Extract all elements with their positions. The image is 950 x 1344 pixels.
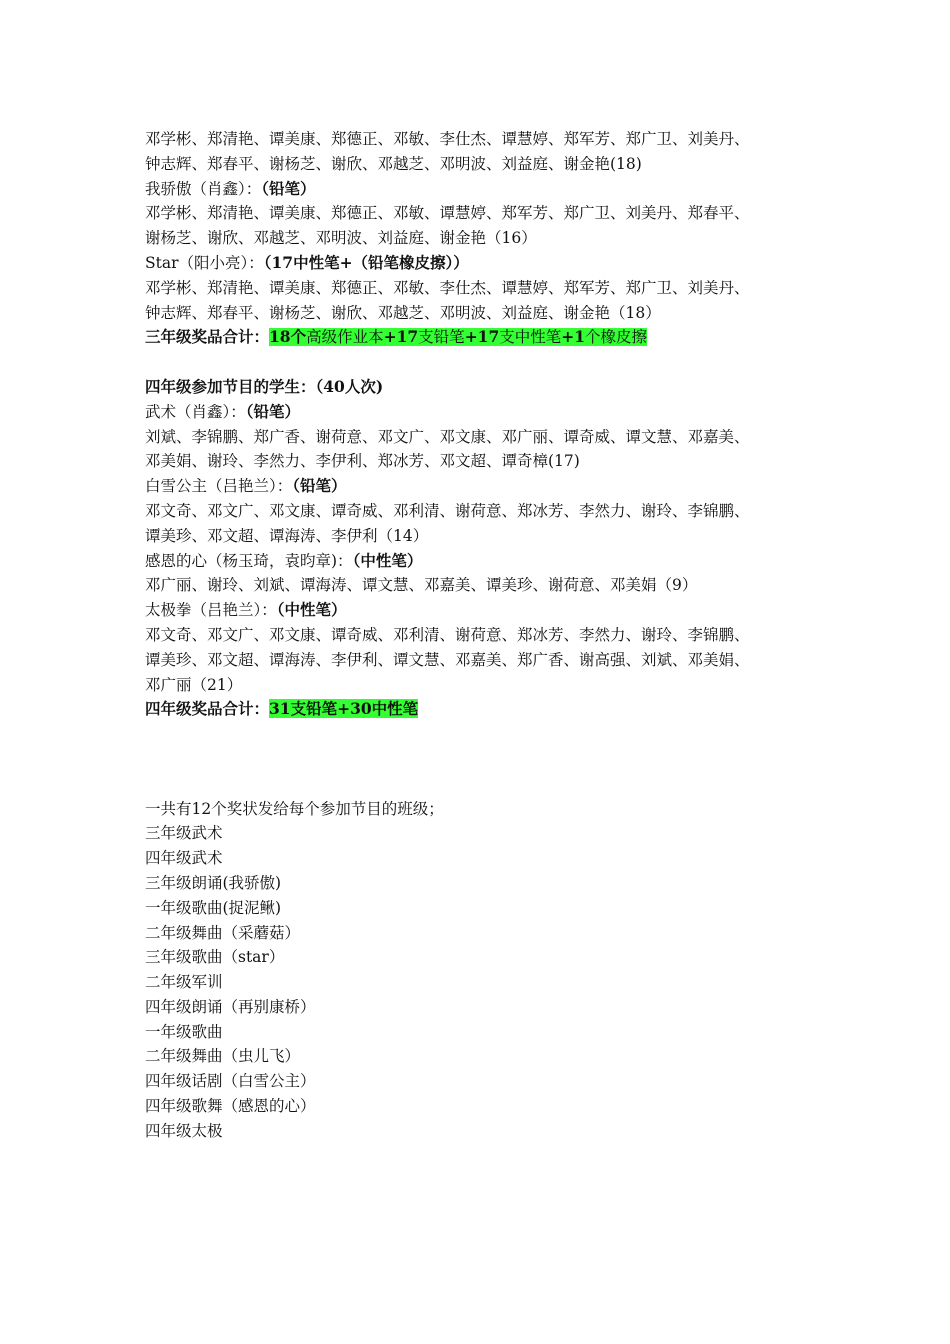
program-baixue-title: 白雪公主（吕艳兰）： xyxy=(145,477,293,496)
program-wushu-prize: （铅笔） xyxy=(245,401,301,421)
award-item: 三年级武术 xyxy=(145,824,223,843)
program-ganen-title: 感恩的心（杨玉琦，袁昀章)： xyxy=(145,551,353,570)
program-taiji-title: 太极拳（吕艳兰）： xyxy=(145,601,277,620)
program-ganen-names-line-1: 邓广丽、谢玲、刘斌、谭海涛、谭文慧、邓嘉美、谭美珍、谢荷意、邓美娟（9） xyxy=(145,576,698,595)
grade3-intro-names-line-1: 邓学彬、郑清艳、谭美康、郑德正、邓敏、李仕杰、谭慧婷、郑军芳、郑广卫、刘美丹、 xyxy=(145,130,750,148)
total-part: 18个 xyxy=(269,327,307,347)
grade4-prize-total xyxy=(145,697,810,722)
spacer xyxy=(145,722,810,796)
award-item: 二年级舞曲（虫儿飞） xyxy=(145,1047,301,1066)
program-wushu-names-line-2: 邓美娟、谢玲、李然力、李伊利、郑冰芳、邓文超、谭奇樟(17) xyxy=(145,452,580,471)
program-star-names-line-1: 邓学彬、郑清艳、谭美康、郑德正、邓敏、李仕杰、谭慧婷、郑军芳、郑广卫、刘美丹、 xyxy=(145,278,750,297)
program-ganen-prize: （中性笔） xyxy=(352,550,423,570)
program-star-names-line-2: 钟志辉、郑春平、谢杨芝、谢欣、邓越芝、邓明波、刘益庭、谢金艳（18） xyxy=(145,303,661,322)
program-wojiaoao-prize: （铅笔） xyxy=(261,178,316,198)
total-part: 个橡皮擦 xyxy=(585,328,648,347)
award-item: 二年级舞曲（采蘑菇） xyxy=(145,923,301,942)
program-taiji-names-line-3: 邓广丽（21） xyxy=(145,675,243,694)
program-ganen-header xyxy=(145,549,810,574)
document-body xyxy=(145,127,810,1144)
grade4-prize-total-value: 31支铅笔+30中性笔 xyxy=(269,699,419,719)
program-wushu-names-line-1: 刘斌、李锦鹏、郑广香、谢荷意、邓文广、邓文康、邓广丽、谭奇威、谭文慧、邓嘉美、 xyxy=(145,427,750,446)
grade3-prize-total-label: 三年级奖品合计： xyxy=(145,327,270,347)
grade3-intro-names-line-2: 钟志辉、郑春平、谢杨芝、谢欣、邓越芝、邓明波、刘益庭、谢金艳(18) xyxy=(145,154,642,173)
program-taiji-names-line-1: 邓文奇、邓文广、邓文康、谭奇威、邓利清、谢荷意、郑冰芳、李然力、谢玲、李锦鹏、 xyxy=(145,625,750,644)
award-item: 四年级太极 xyxy=(145,1121,223,1140)
total-part: +17 xyxy=(464,327,500,347)
program-star-header xyxy=(145,251,810,276)
award-item: 一年级歌曲(捉泥鳅) xyxy=(145,898,282,917)
grade4-prize-total-label: 四年级奖品合计： xyxy=(145,699,270,719)
program-wojiaoao-names-line-1: 邓学彬、郑清艳、谭美康、郑德正、邓敏、谭慧婷、郑军芳、郑广卫、刘美丹、郑春平、 xyxy=(145,204,750,223)
award-item: 四年级朗诵（再别康桥） xyxy=(145,997,316,1016)
program-star-title: Star（阳小亮）： xyxy=(145,253,264,272)
program-wushu-header xyxy=(145,400,810,425)
grade3-prize-total xyxy=(145,325,810,350)
program-baixue-header xyxy=(145,474,810,499)
program-wojiaoao-names-line-2: 谢杨芝、谢欣、邓越芝、邓明波、刘益庭、谢金艳（16） xyxy=(145,229,537,248)
program-baixue-names-line-2: 谭美珍、邓文超、谭海涛、李伊利（14） xyxy=(145,526,429,545)
award-item: 三年级歌曲（star） xyxy=(145,948,285,967)
award-item: 三年级朗诵(我骄傲) xyxy=(145,873,282,892)
program-wushu-title: 武术（肖鑫）： xyxy=(145,402,246,421)
total-part: +17 xyxy=(383,327,419,347)
program-baixue-names-line-1: 邓文奇、邓文广、邓文康、谭奇威、邓利清、谢荷意、郑冰芳、李然力、谢玲、李锦鹏、 xyxy=(145,501,750,520)
award-item: 四年级武术 xyxy=(145,849,223,868)
award-item: 二年级军训 xyxy=(145,973,223,992)
total-part: 支中性笔 xyxy=(499,328,562,347)
program-wojiaoao-header xyxy=(145,177,810,202)
grade3-prize-total-value xyxy=(269,328,647,346)
program-taiji-names-line-2: 谭美珍、邓文超、谭海涛、李伊利、谭文慧、邓嘉美、郑广香、谢高强、刘斌、邓美娟、 xyxy=(145,650,750,669)
program-taiji-prize: （中性笔） xyxy=(276,600,347,620)
total-part: +1 xyxy=(561,327,586,347)
award-item: 四年级话剧（白雪公主） xyxy=(145,1072,316,1091)
program-taiji-header xyxy=(145,598,810,623)
program-baixue-prize: （铅笔） xyxy=(292,476,347,496)
total-part: 支铅笔 xyxy=(418,328,465,347)
award-item: 四年级歌舞（感恩的心） xyxy=(145,1097,316,1116)
awards-intro: 一共有12个奖状发给每个参加节目的班级； xyxy=(145,799,444,818)
total-part: 高级作业本 xyxy=(306,328,384,347)
award-item: 一年级歌曲 xyxy=(145,1022,223,1041)
program-wojiaoao-title: 我骄傲（肖鑫）： xyxy=(145,179,262,198)
spacer xyxy=(145,350,810,375)
grade4-heading: 四年级参加节目的学生：（40人次) xyxy=(145,376,384,396)
program-star-prize: （17中性笔+（铅笔橡皮擦）） xyxy=(263,252,469,272)
awards-list xyxy=(145,821,810,1143)
